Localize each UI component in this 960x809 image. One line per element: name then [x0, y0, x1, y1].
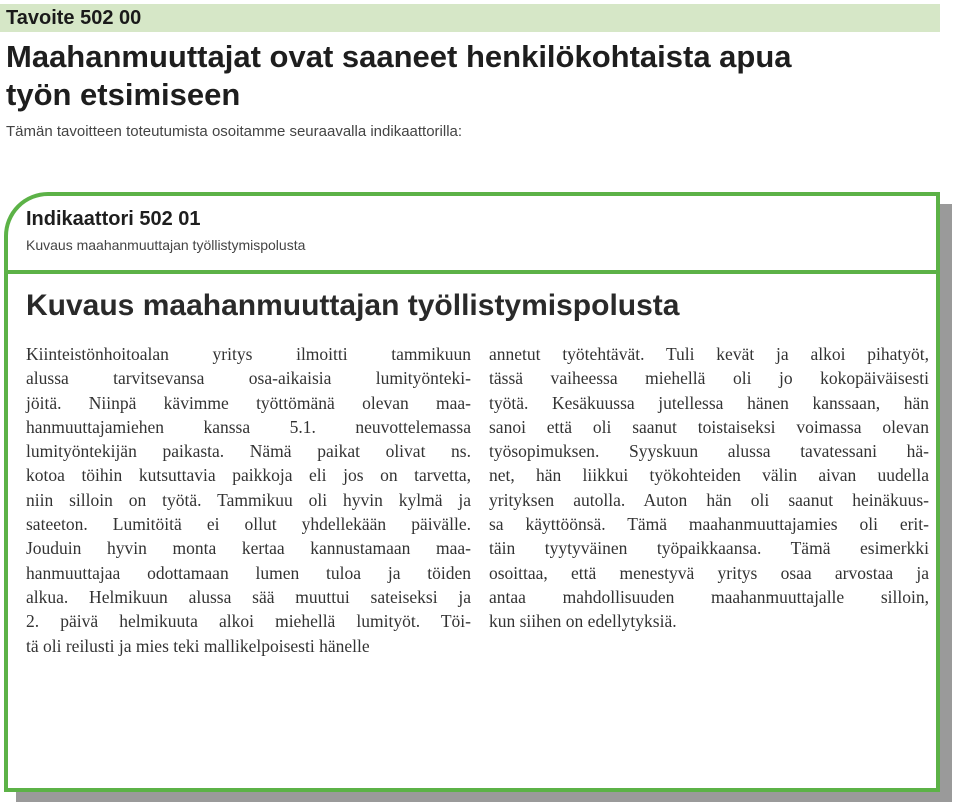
body-text-line: alkua. Helmikuun alussa sää muuttui sateiseksi ja: [26, 586, 471, 607]
body-text-line: alussa tarvitsevansa osa-aikaisia lumityönteki-: [26, 368, 471, 389]
indicator-header: [8, 196, 936, 270]
goal-title: [6, 38, 936, 114]
indicator-divider: [8, 270, 936, 274]
body-text-line: hanmuuttajamiehen kanssa 5.1. neuvottelemassa: [26, 416, 471, 437]
body-text-line: osoittaa, että menestyvä yritys osaa arvostaa ja: [489, 562, 929, 583]
goal-intro: Tämän tavoitteen toteutumista osoitamme seuraavalla indikaattorilla:: [6, 123, 463, 140]
indicator-title: Indikaattori 502 01: [26, 208, 201, 230]
body-text-line: tä oli reilusti ja mies teki mallikelpoisesti hänelle: [26, 635, 370, 656]
body-text-line: työsopimuksen. Syyskuun alussa tavatessani hä-: [489, 441, 929, 462]
body-text-line: annetut työtehtävät. Tuli kevät ja alkoi pihatyöt,: [489, 344, 929, 364]
indicator-box: [4, 192, 940, 792]
body-text-line: Jouduin hyvin monta kertaa kannustamaan maa-: [26, 538, 471, 559]
body-text-line: Kiinteistönhoitoalan yritys ilmoitti tammikuun: [26, 344, 471, 364]
body-text-line: sa käyttöönsä. Tämä maahanmuuttajamies oli erit-: [489, 514, 929, 535]
body-text-line: hanmuuttajaa odottamaan lumen tuloa ja töiden: [26, 562, 471, 583]
section-title: Kuvaus maahanmuuttajan työllistymispolusta: [26, 289, 680, 322]
body-text-line: sanoi että oli saanut toistaiseksi voimassa olevan: [489, 416, 929, 437]
goal-label-bar: [0, 4, 940, 32]
body-text-line: yrityksen autolla. Auton hän oli saanut heinäkuus-: [489, 489, 929, 510]
body-text-line: sateeton. Lumitöitä ei ollut yhdellekään päivälle.: [26, 514, 471, 535]
body-text-line: täin tyytyväinen työpaikkaansa. Tämä esimerkki: [489, 538, 929, 559]
body-text-line: antaa mahdollisuuden maahanmuuttajalle silloin,: [489, 586, 929, 607]
goal-label: Tavoite 502 00: [6, 7, 142, 29]
body-text-line: työtä. Kesäkuussa jutellessa hänen kanssaan, hän: [489, 392, 929, 413]
body-text-line: lumityöntekijän paikasta. Nämä paikat olivat ns.: [26, 441, 471, 462]
body-column-right: [489, 342, 929, 634]
indicator-subtitle: Kuvaus maahanmuuttajan työllistymispolusta: [26, 237, 306, 253]
body-text-line: kotoa töihin kutsuttavia paikkoja eli jos on tarvetta,: [26, 465, 471, 486]
body-text-line: 2. päivä helmikuuta alkoi miehellä lumityöt. Töi-: [26, 611, 471, 632]
body-text-line: tässä vaiheessa miehellä oli jo kokopäiväisesti: [489, 368, 929, 389]
body-text-line: kun siihen on edellytyksiä.: [489, 611, 677, 632]
body-text-line: niin silloin on työtä. Tammikuu oli hyvin kylmä ja: [26, 489, 471, 510]
goal-title-line: Maahanmuuttajat ovat saaneet henkilökohtaista apua: [6, 39, 792, 74]
body-column-left: [26, 342, 471, 658]
goal-title-line: työn etsimiseen: [6, 77, 241, 112]
body-text-line: jöitä. Niinpä kävimme työttömänä olevan maa-: [26, 392, 471, 413]
body-text-line: net, hän liikkui työkohteiden välin aivan uudella: [489, 465, 929, 486]
